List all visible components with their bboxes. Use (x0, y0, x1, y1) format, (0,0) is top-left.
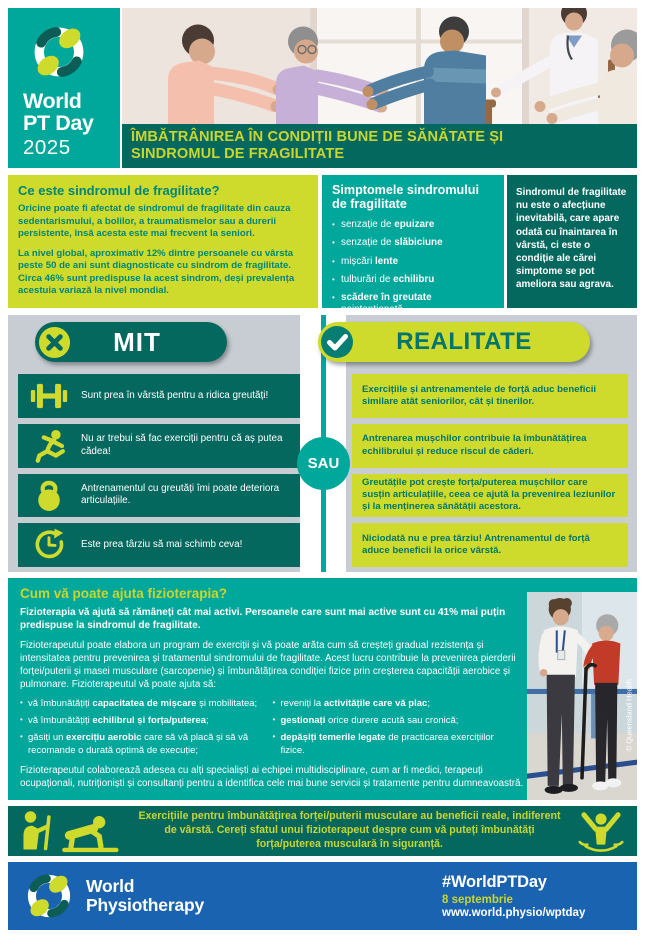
symptom-item (332, 256, 494, 268)
myth-item-text: Este prea târziu să mai schimb ceva! (81, 538, 243, 550)
photo-credit: © Queensland Health (624, 679, 634, 752)
banner-text: Exercițiile pentru îmbunătățirea forței/puterii musculare au beneficii reale, indiferent de vârstă. Cereți sfatul unui fizioterapeut despre cum vă puteți îmbunătăți forța/puterea musculară în siguranță. (138, 810, 561, 850)
fact-item-text: Antrenarea mușchilor contribuie la îmbunătățirea echilibrului și reduce riscul de căderi. (362, 433, 587, 457)
physio-bullet (20, 698, 265, 710)
myth-item (18, 474, 300, 518)
website-url: www.world.physio/wptday (442, 907, 586, 919)
symptom-item (332, 237, 494, 249)
what-is-paragraph-1: Oricine poate fi afectat de sindromul de fragilitate din cauza sedentarismului, a bolilor, a traumatismelor sau a durerii persistente, însă acesta este mai frecvent la seniori. (18, 203, 291, 240)
fact-item-text: Exercițiile și antrenamentele de forță aduc beneficii similare atât seniorilor, cât și tinerilor. (362, 383, 597, 407)
x-circle-icon (38, 326, 71, 359)
symptoms-box (322, 175, 504, 316)
world-physiotherapy-wordmark (86, 877, 204, 914)
fact-item-text: Niciodată nu e prea târziu! Antrenamentul de forță aduce beneficii la orice vârstă. (362, 532, 590, 557)
fact-item (352, 474, 628, 518)
physio-exercise-icon (16, 809, 126, 853)
myth-item (18, 523, 300, 567)
symptom-item-text: senzație de slăbiciune (341, 237, 443, 249)
fact-label: REALITATE (396, 328, 532, 355)
group-exercise-photo (122, 8, 637, 124)
physio-bullet-text: găsiți un exercițiu aerobic care să vă placă și să vă recomande o durată optimă de execuție; (28, 732, 249, 756)
symptom-item (332, 274, 494, 286)
physiotherapy-section (8, 578, 637, 800)
symptom-item-text: mișcări lente (341, 255, 399, 267)
physio-bullet (273, 715, 518, 727)
physio-bullet (20, 732, 265, 756)
myth-item-text: Antrenamentul cu greutăți îmi poate deteriora articulațiile. (81, 482, 280, 507)
symptoms-heading: Simptomele sindromului de fragilitate (332, 183, 479, 212)
physio-bullet-text: reveniți la activitățile care vă plac; (280, 698, 430, 710)
physio-bullet (273, 732, 518, 756)
logo-line2: PT Day (23, 111, 94, 136)
intro-row (8, 175, 637, 316)
physio-bullets-left (20, 698, 273, 762)
what-is-paragraph-2: La nivel global, aproximativ 12% dintre persoanele cu vârsta peste 50 de ani sunt diagnosticate cu sindrom de fragilitate. Circa 46% sunt predispuse la acest sindrom, deși prevalența acestuia variază la nivel mondial. (18, 247, 295, 297)
physio-outro: Fizioterapeutul colaborează adesea cu alți specialiști ai echipei multidisciplinare, cum ar fi medici, terapeuți ocupaționali, nutriționiști și consultanți pentru a identifica cele mai bune servicii și tratamente pentru dumneavoastră. (20, 764, 524, 789)
physio-bullets-right (273, 698, 526, 762)
fact-item (352, 523, 628, 567)
footer (8, 862, 637, 930)
page-title-line1: ÎMBĂTRÂNIREA ÎN CONDIȚII BUNE DE SĂNĂTATE ȘI (131, 128, 504, 145)
myth-label: MIT (113, 326, 161, 357)
footer-campaign-info (442, 873, 622, 919)
physio-bullet-text: vă îmbunătățiți capacitatea de mișcare și mobilitatea; (28, 698, 258, 710)
world-pt-day-logo-icon (29, 22, 89, 82)
falling-person-icon (30, 428, 68, 464)
physio-body: Fizioterapeutul poate elabora un program de exerciții și vă poate arăta cum să creșteți gradual rezistența și intensitatea pentru prevenirea și tratamentul sindromului de fragilitate. Acest lucru contribuie la prevenirea pierderii forței/puterii și masei musculare (sarcopenie) și îmbunătățirea condiției fizice prin creșterea capacității aerobice și pulmonare. Fizioterapeutul vă poate ajuta să: (20, 640, 516, 691)
header-right (122, 8, 637, 168)
symptoms-list (332, 219, 494, 316)
logo-line1: World (23, 89, 82, 113)
symptom-item-text: senzație de epuizare (341, 218, 435, 230)
world-physiotherapy-logo-icon (23, 870, 75, 922)
fact-item-text: Greutățile pot crește forța/puterea mușchilor care susțin articulațiile, ceea ce ajută la prevenirea leziunilor și la menținerea sănătății acestora. (362, 477, 616, 513)
physio-bullet (273, 698, 518, 710)
world-pt-day-logo (8, 8, 120, 168)
frailty-note-box: Sindromul de fragilitate nu este o afecțiune inevitabilă, care apare odată cu înaintarea în vârstă, ci este o condiție ale cărei simptome se pot ameliora sau agrava. (507, 175, 637, 308)
page-title (122, 124, 637, 168)
what-is-frailty-box (8, 175, 318, 308)
symptom-item (332, 219, 494, 231)
physiotherapist-walking-photo (527, 592, 637, 800)
physio-bullets (20, 698, 525, 762)
check-circle-icon (320, 325, 354, 359)
org-line2: Physiotherapy (86, 895, 204, 915)
physio-heading: Cum vă poate ajuta fizioterapia? (20, 586, 228, 601)
myths-list (18, 374, 300, 567)
physio-bullet-text: gestionați orice durere acută sau cronică; (280, 715, 459, 727)
myth-item (18, 424, 300, 468)
symptom-item (332, 292, 494, 316)
physio-bullet (20, 715, 265, 727)
fact-item (352, 374, 628, 418)
kettlebell-icon (30, 477, 68, 513)
physio-bullet-text: vă îmbunătățiți echilibrul și forța/puterea; (28, 715, 209, 727)
dumbbell-icon (30, 378, 68, 414)
what-is-heading: Ce este sindromul de fragilitate? (18, 183, 220, 198)
fact-header-pill (318, 322, 590, 362)
myth-header-pill (35, 322, 227, 362)
myth-item (18, 374, 300, 418)
event-date: 8 septembrie (442, 894, 513, 906)
hashtag: #WorldPTDay (442, 873, 547, 891)
clock-icon (30, 527, 68, 563)
physio-bullet-text: depășiți temerile legate de practicarea exercițiilor fizice. (280, 732, 494, 756)
logo-year: 2025 (23, 135, 71, 159)
water-exercise-icon (573, 808, 629, 854)
fact-item (352, 424, 628, 468)
header (8, 8, 637, 168)
advice-banner (8, 806, 637, 856)
org-line1: World (86, 876, 135, 897)
or-badge: SAU (297, 437, 350, 490)
physio-lead: Fizioterapia vă ajută să rămâneți cât mai activi. Persoanele care sunt mai active sunt cu 41% mai puțin predispuse la sindromul de fragilitate. (20, 607, 506, 631)
facts-list (352, 374, 628, 567)
myth-item-text: Sunt prea în vârstă pentru a ridica greutăți! (81, 389, 269, 401)
symptom-item-text: tulburări de echilibru (341, 274, 435, 286)
page-title-line2: SINDROMUL DE FRAGILITATE (131, 146, 345, 162)
myth-fact-section (8, 315, 637, 572)
myth-item-text: Nu ar trebui să fac exerciții pentru că aș putea cădea! (81, 433, 283, 457)
symptom-item-text: scădere în greutate neintenționată (341, 292, 432, 316)
